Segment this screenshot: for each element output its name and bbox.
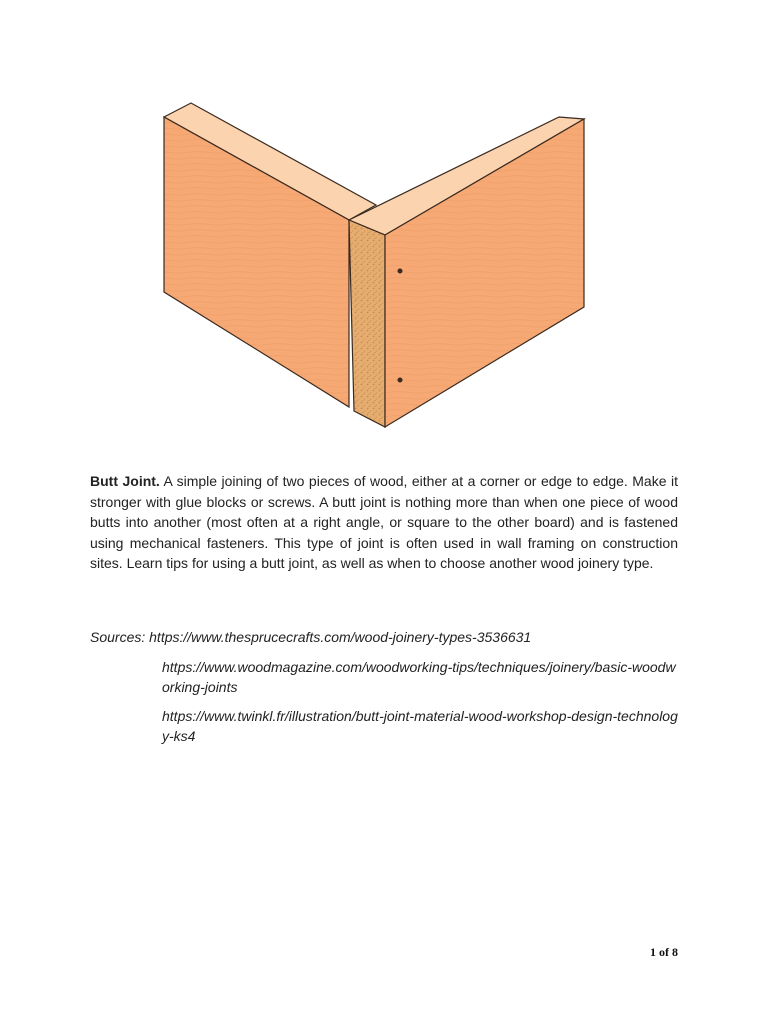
fastener-icon [398, 378, 403, 383]
sources-line [90, 627, 690, 647]
fastener-icon [398, 269, 403, 274]
source-entry-3 [162, 706, 682, 746]
source-entry-2 [162, 657, 682, 697]
sources-label: Sources: [90, 629, 150, 645]
butt-joint-illustration [150, 95, 600, 440]
source-link-1[interactable]: https://www.thesprucecrafts.com/wood-joinery-types-3536631 [149, 629, 532, 645]
description-text: A simple joining of two pieces of wood, either at a corner or edge to edge. Make it stronger with glue blocks or screws. A butt joint is nothing more than when one piece of wood butts into another (most often at a right angle, or square to the other board) and is fastened using mechanical fasteners. This type of joint is often used in wall framing on construction sites. Learn tips for using a butt joint, as well as when to choose another wood joinery type. [90, 473, 678, 571]
butt-joint-description [90, 471, 678, 574]
right-board-end-grain [349, 220, 385, 427]
term-heading: Butt Joint. [90, 473, 160, 489]
source-link-2[interactable]: https://www.woodmagazine.com/woodworking-tips/techniques/joinery/basic-woodworking-joints [162, 659, 676, 695]
page-number: 1 of 8 [650, 945, 678, 959]
source-link-3[interactable]: https://www.twinkl.fr/illustration/butt-joint-material-wood-workshop-design-technology-ks4 [162, 708, 678, 744]
